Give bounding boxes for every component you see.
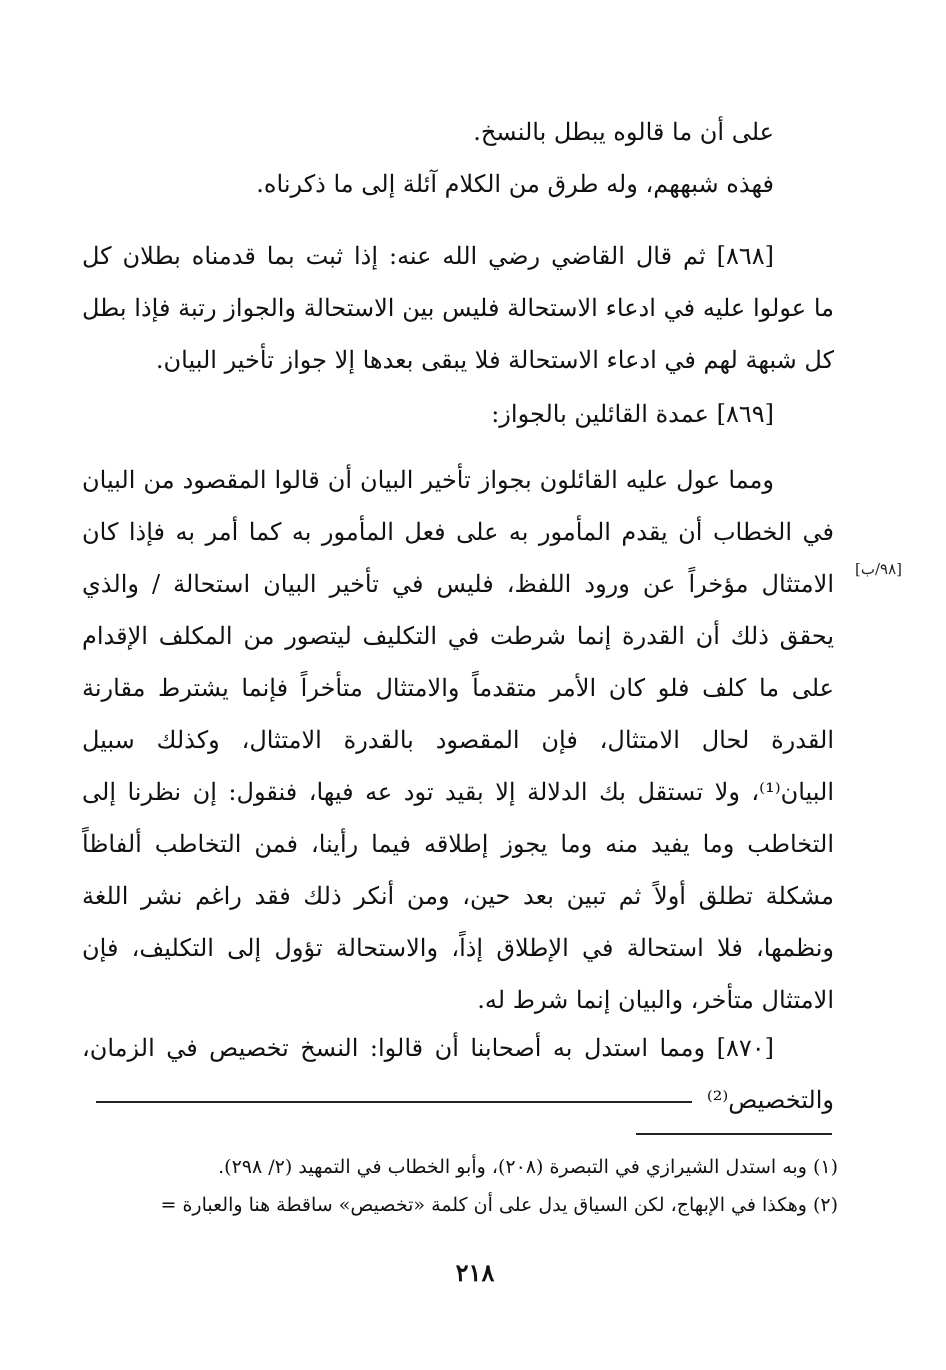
footnote-separator [636, 1133, 832, 1135]
paragraph-5 [82, 454, 834, 1026]
paragraph-3 [82, 230, 834, 386]
text-line: الامتثال مؤخراً عن ورود اللفظ، فليس في تأخير البيان استحالة / والذي [82, 570, 834, 598]
text-line: يحقق ذلك أن القدرة إنما شرطت في التكليف ليتصور من المكلف الإقدام [82, 622, 834, 650]
text-line: ومما عول عليه القائلون بجواز تأخير البيان أن قالوا المقصود من البيان [82, 466, 774, 494]
text-line: [٨٦٨] ثم قال القاضي رضي الله عنه: إذا ثبت بما قدمناه بطلان كل [82, 242, 774, 270]
section-heading: [٨٦٩] عمدة القائلين بالجواز: [491, 400, 774, 428]
text-line: في الخطاب أن يقدم المأمور به على فعل المأمور به كما أمر به فإذا كان [82, 518, 834, 546]
paragraph-1 [82, 106, 834, 158]
text-line: [٨٧٠] ومما استدل به أصحابنا أن قالوا: النسخ تخصيص في الزمان، [82, 1034, 774, 1062]
continuation-rule [96, 1101, 692, 1103]
text-line: البيان⁽¹⁾، ولا تستقل بك الدلالة إلا بقيد تود عه فيها، فنقول: إن نظرنا إلى [82, 778, 834, 806]
text-line: والتخصيص⁽²⁾ [706, 1086, 834, 1114]
footnotes [82, 1148, 838, 1224]
footnote-2: (٢) وهكذا في الإبهاج، لكن السياق يدل على أن كلمة «تخصيص» ساقطة هنا والعبارة = [160, 1194, 838, 1216]
text-line: الامتثال متأخر، والبيان إنما شرط له. [477, 986, 834, 1014]
text-line: مشكلة تطلق أولاً ثم تبين بعد حين، ومن أنكر ذلك فقد راغم نشر اللغة [82, 882, 834, 910]
margin-folio-note: [٩٨/ب] [855, 560, 903, 578]
text-line: كل شبهة لهم في ادعاء الاستحالة فلا يبقى بعدها إلا جواز تأخير البيان. [155, 346, 834, 374]
page-number: ٢١٨ [455, 1258, 495, 1287]
paragraph-4 [82, 388, 834, 440]
paragraph-2 [82, 158, 834, 210]
text-line: على أن ما قالوه يبطل بالنسخ. [473, 118, 774, 146]
paragraph-6 [82, 1022, 834, 1126]
text-line: ما عولوا عليه في ادعاء الاستحالة فليس بين الاستحالة والجواز رتبة فإذا بطل [82, 294, 834, 322]
text-line: ونظمها، فلا استحالة في الإطلاق إذاً، والاستحالة تؤول إلى التكليف، فإن [82, 934, 834, 962]
text-line: على ما كلف فلو كان الأمر متقدماً والامتثال متأخراً فإنما يشترط مقارنة [82, 674, 834, 702]
text-line: فهذه شبههم، وله طرق من الكلام آئلة إلى ما ذكرناه. [256, 170, 774, 198]
text-line: التخاطب وما يفيد منه وما يجوز إطلاقه فيما رأينا، فمن التخاطب ألفاظاً [82, 830, 834, 858]
text-line: القدرة لحال الامتثال، فإن المقصود بالقدرة الامتثال، وكذلك سبيل [82, 726, 834, 754]
footnote-1: (١) وبه استدل الشيرازي في التبصرة (٢٠٨)، وأبو الخطاب في التمهيد (٢/ ٢٩٨). [218, 1156, 838, 1178]
